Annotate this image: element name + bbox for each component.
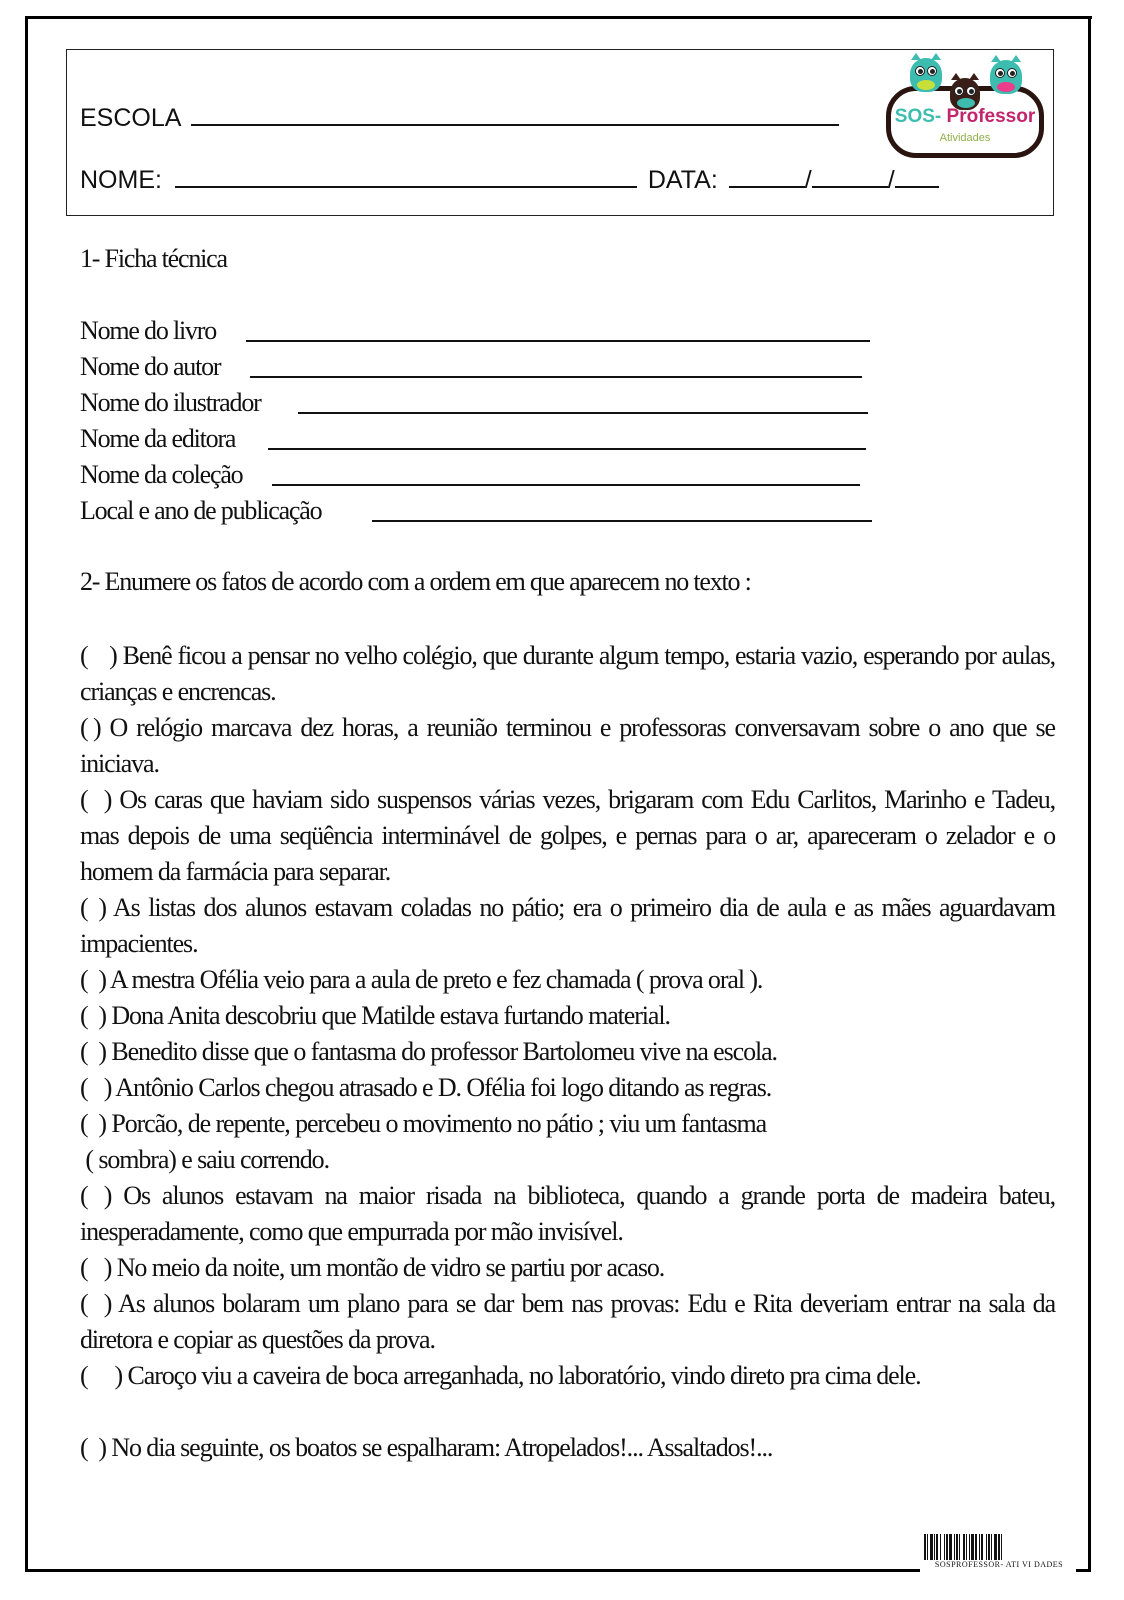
list-item (80, 890, 1055, 962)
item-text: Os alunos estavam na maior risada na biblioteca, quando a grande porta de madeira bateu, inesperadamente, como que empurrada por mão invisível. (80, 1181, 1055, 1246)
field-label: Local e ano de publicação (80, 496, 322, 525)
section1-title: 1- Ficha técnica (80, 244, 227, 273)
list-item (80, 1070, 1055, 1106)
item-text-continuation: ( sombra) e saiu correndo. (80, 1145, 329, 1174)
page-border-right (1088, 16, 1091, 1572)
field-label: Nome da coleção (80, 460, 243, 489)
escola-field[interactable] (191, 102, 839, 126)
field-nome-autor (80, 352, 220, 382)
item-text: Benedito disse que o fantasma do professor Bartolomeu vive na escola. (111, 1037, 777, 1066)
item-text: O relógio marcava dez horas, a reunião terminou e professoras conversavam sobre o ano que se iniciava. (80, 713, 1056, 778)
list-item (80, 782, 1055, 890)
item-text: No dia seguinte, os boatos se espalharam: Atropelados!... Assaltados!... (111, 1433, 773, 1462)
logo-subtitle: Atividades (939, 132, 991, 144)
list-item (80, 1178, 1055, 1250)
answer-blank[interactable]: ( ) (80, 893, 106, 922)
list-item (80, 710, 1055, 782)
field-label: Nome da editora (80, 424, 236, 453)
item-text: Benê ficou a pensar no velho colégio, que durante algum tempo, estaria vazio, esperando por aulas, crianças e encrencas. (80, 641, 1055, 706)
date-separator: / (887, 166, 895, 194)
list-item (80, 962, 1055, 998)
nome-field[interactable] (175, 164, 637, 188)
field-label: Nome do livro (80, 316, 217, 345)
list-item (80, 1250, 1055, 1286)
owl-pink-icon (990, 60, 1022, 94)
date-separator: / (804, 166, 812, 194)
list-item (80, 998, 1055, 1034)
answer-blank[interactable]: ( ) (80, 1109, 106, 1138)
page-border-left (25, 16, 28, 1572)
answer-blank[interactable]: ( ) (80, 641, 117, 670)
answer-blank[interactable]: ( ) (80, 1181, 112, 1210)
answer-blank[interactable]: ( ) (80, 1289, 112, 1318)
escola-row (80, 102, 839, 133)
field-nome-ilustrador (80, 388, 261, 418)
nome-data-row (80, 164, 939, 195)
date-day-field[interactable] (729, 164, 805, 188)
nome-label: NOME: (80, 166, 162, 194)
item-text: No meio da noite, um montão de vidro se partiu por acaso. (116, 1253, 665, 1282)
item-text: Porcão, de repente, percebeu o movimento no pátio ; viu um fantasma (111, 1109, 767, 1138)
owl-teal-icon (910, 58, 942, 92)
field-input[interactable] (246, 340, 870, 342)
list-item (80, 1106, 1055, 1178)
barcode-stripe (1002, 1534, 1004, 1560)
field-nome-editora (80, 424, 235, 454)
answer-blank[interactable]: ( ) (80, 1037, 106, 1066)
list-item (80, 1286, 1055, 1358)
item-text: As alunos bolaram um plano para se dar bem nas provas: Edu e Rita deveriam entrar na sala da diretora e copiar as questões da prova. (80, 1289, 1056, 1354)
list-item (80, 1430, 1055, 1466)
field-input[interactable] (298, 412, 868, 414)
page-border-top (25, 16, 1092, 19)
item-text: Antônio Carlos chegou atrasado e D. Ofélia foi logo ditando as regras. (115, 1073, 772, 1102)
answer-blank[interactable]: ( ) (80, 785, 112, 814)
list-item (80, 1034, 1055, 1070)
barcode-text: SOSPROFESSOR- ATI VI DADES (934, 1560, 1064, 1569)
answer-blank[interactable]: ( ) (80, 965, 106, 994)
list-item (80, 638, 1055, 710)
item-text: As listas dos alunos estavam coladas no pátio; era o primeiro dia de aula e as mães aguardavam impacientes. (80, 893, 1056, 958)
field-input[interactable] (372, 520, 872, 522)
answer-blank[interactable]: ( ) (80, 1433, 106, 1462)
field-input[interactable] (268, 448, 866, 450)
field-input[interactable] (250, 376, 862, 378)
answer-blank[interactable]: ( ) (80, 1073, 112, 1102)
answer-blank[interactable]: ( ) (80, 1361, 123, 1390)
field-nome-colecao (80, 460, 242, 490)
item-text: A mestra Ofélia veio para a aula de preto e fez chamada ( prova oral ). (109, 965, 763, 994)
date-year-field[interactable] (895, 164, 939, 188)
data-label: DATA: (647, 166, 718, 194)
list-item (80, 1358, 1055, 1394)
field-input[interactable] (272, 484, 860, 486)
answer-blank[interactable]: ( ) (80, 713, 101, 742)
item-text: Os caras que haviam sido suspensos várias vezes, brigaram com Edu Carlitos, Marinho e Tadeu, mas depois de uma seqüência interminável de golpes, e pernas para o ar, apareceram o zelador e o homem da farmácia para separar. (80, 785, 1055, 886)
logo-title: SOS- Professor (894, 106, 1036, 127)
barcode-bars (924, 1534, 1074, 1560)
page-border-bottom-right (1076, 1569, 1091, 1572)
field-local-ano (80, 496, 321, 526)
item-text: Caroço viu a caveira de boca arreganhada, no laboratório, vindo direto pra cima dele. (127, 1361, 921, 1390)
page-border-bottom (25, 1569, 920, 1572)
field-label: Nome do ilustrador (80, 388, 261, 417)
field-label: Nome do autor (80, 352, 221, 381)
field-nome-livro (80, 316, 216, 346)
escola-label: ESCOLA (80, 104, 181, 132)
barcode (924, 1534, 1074, 1570)
item-text: Dona Anita descobriu que Matilde estava furtando material. (111, 1001, 670, 1030)
answer-blank[interactable]: ( ) (80, 1253, 112, 1282)
sos-professor-logo (880, 52, 1050, 164)
date-month-field[interactable] (812, 164, 888, 188)
section2-title: 2- Enumere os fatos de acordo com a ordem em que aparecem no texto : (80, 567, 751, 596)
answer-blank[interactable]: ( ) (80, 1001, 106, 1030)
